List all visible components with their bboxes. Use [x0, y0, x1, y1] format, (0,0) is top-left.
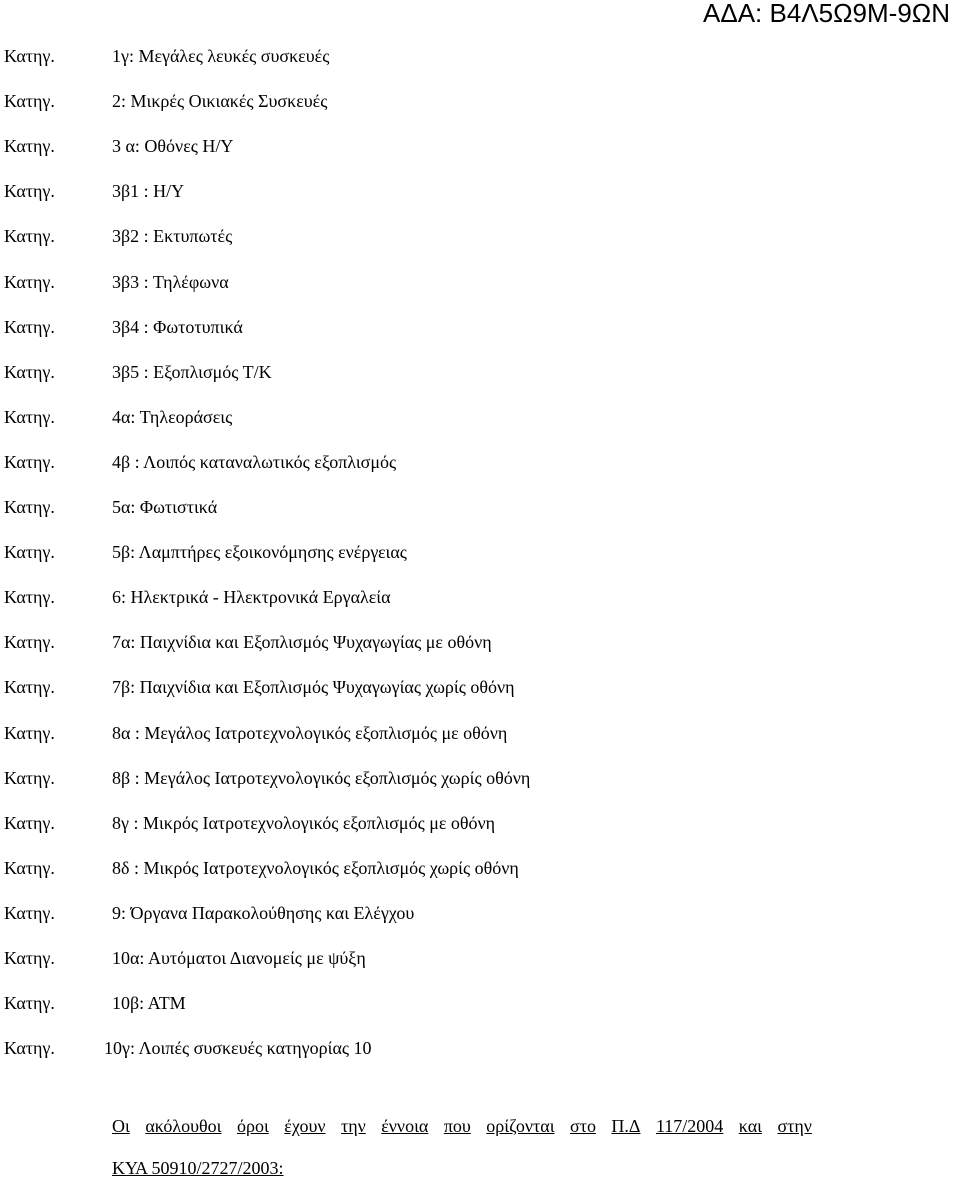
footer-definitions-line2: ΚΥΑ 50910/2727/2003: [112, 1158, 284, 1178]
footer-word: στην [777, 1116, 812, 1136]
category-label: Κατηγ. [4, 181, 55, 201]
category-label: Κατηγ. [4, 272, 55, 292]
category-label: Κατηγ. [4, 632, 55, 652]
category-value: 2: Μικρές Οικιακές Συσκευές [112, 91, 328, 111]
category-label: Κατηγ. [4, 858, 55, 878]
category-value: 4α: Τηλεοράσεις [112, 407, 233, 427]
category-label: Κατηγ. [4, 407, 55, 427]
category-value: 3β2 : Εκτυπωτές [112, 226, 233, 246]
category-label: Κατηγ. [4, 723, 55, 743]
category-label: Κατηγ. [4, 1038, 55, 1058]
category-label: Κατηγ. [4, 362, 55, 382]
category-label: Κατηγ. [4, 136, 55, 156]
ada-code: ΑΔΑ: Β4Λ5Ω9Μ-9ΩΝ [702, 0, 950, 28]
category-label: Κατηγ. [4, 46, 55, 66]
category-value: 8δ : Μικρός Ιατροτεχνολογικός εξοπλισμός χωρίς οθόνη [112, 858, 519, 878]
category-value: 8γ : Μικρός Ιατροτεχνολογικός εξοπλισμός με οθόνη [112, 813, 496, 833]
category-value: 4β : Λοιπός καταναλωτικός εξοπλισμός [112, 452, 397, 472]
category-value: 3β3 : Τηλέφωνα [112, 272, 229, 292]
footer-word: ορίζονται [486, 1116, 555, 1136]
category-value: 7α: Παιχνίδια και Εξοπλισμός Ψυχαγωγίας με οθόνη [112, 632, 492, 652]
category-label: Κατηγ. [4, 948, 55, 968]
category-value: 5β: Λαμπτήρες εξοικονόμησης ενέργειας [112, 542, 407, 562]
category-value: 8β : Μεγάλος Ιατροτεχνολογικός εξοπλισμός χωρίς οθόνη [112, 768, 531, 788]
footer-word: που [443, 1116, 471, 1136]
category-value: 9: Όργανα Παρακολούθησης και Ελέγχου [112, 903, 415, 923]
category-value: 3β5 : Εξοπλισμός Τ/Κ [112, 362, 272, 382]
category-label: Κατηγ. [4, 542, 55, 562]
footer-word: την [340, 1116, 366, 1136]
category-label: Κατηγ. [4, 903, 55, 923]
footer-definitions-line1 [112, 1113, 812, 1139]
category-label: Κατηγ. [4, 452, 55, 472]
category-value: 10γ: Λοιπές συσκευές κατηγορίας 10 [104, 1038, 372, 1058]
category-value: 3β4 : Φωτοτυπικά [112, 317, 243, 337]
footer-word: Οι [112, 1116, 130, 1136]
category-label: Κατηγ. [4, 768, 55, 788]
category-label: Κατηγ. [4, 497, 55, 517]
category-label: Κατηγ. [4, 993, 55, 1013]
footer-word: και [738, 1116, 762, 1136]
category-value: 3β1 : Η/Υ [112, 181, 185, 201]
category-value: 10β: ΑΤΜ [112, 993, 186, 1013]
category-value: 10α: Αυτόματοι Διανομείς με ψύξη [112, 948, 366, 968]
category-label: Κατηγ. [4, 317, 55, 337]
footer-word: Π.Δ [611, 1116, 641, 1136]
category-label: Κατηγ. [4, 587, 55, 607]
footer-word: έννοια [381, 1116, 429, 1136]
category-value: 5α: Φωτιστικά [112, 497, 218, 517]
footer-word: έχουν [284, 1116, 326, 1136]
category-label: Κατηγ. [4, 813, 55, 833]
category-label: Κατηγ. [4, 91, 55, 111]
category-value: 7β: Παιχνίδια και Εξοπλισμός Ψυχαγωγίας χωρίς οθόνη [112, 677, 515, 697]
category-label: Κατηγ. [4, 677, 55, 697]
category-label: Κατηγ. [4, 226, 55, 246]
category-value: 3 α: Οθόνες Η/Υ [112, 136, 234, 156]
footer-word: 117/2004 [655, 1116, 724, 1136]
category-value: 6: Ηλεκτρικά - Ηλεκτρονικά Εργαλεία [112, 587, 391, 607]
footer-word: ακόλουθοι [145, 1116, 222, 1136]
category-value: 8α : Μεγάλος Ιατροτεχνολογικός εξοπλισμός με οθόνη [112, 723, 508, 743]
footer-word: στο [570, 1116, 596, 1136]
footer-word: όροι [237, 1116, 269, 1136]
category-value: 1γ: Μεγάλες λευκές συσκευές [112, 46, 330, 66]
